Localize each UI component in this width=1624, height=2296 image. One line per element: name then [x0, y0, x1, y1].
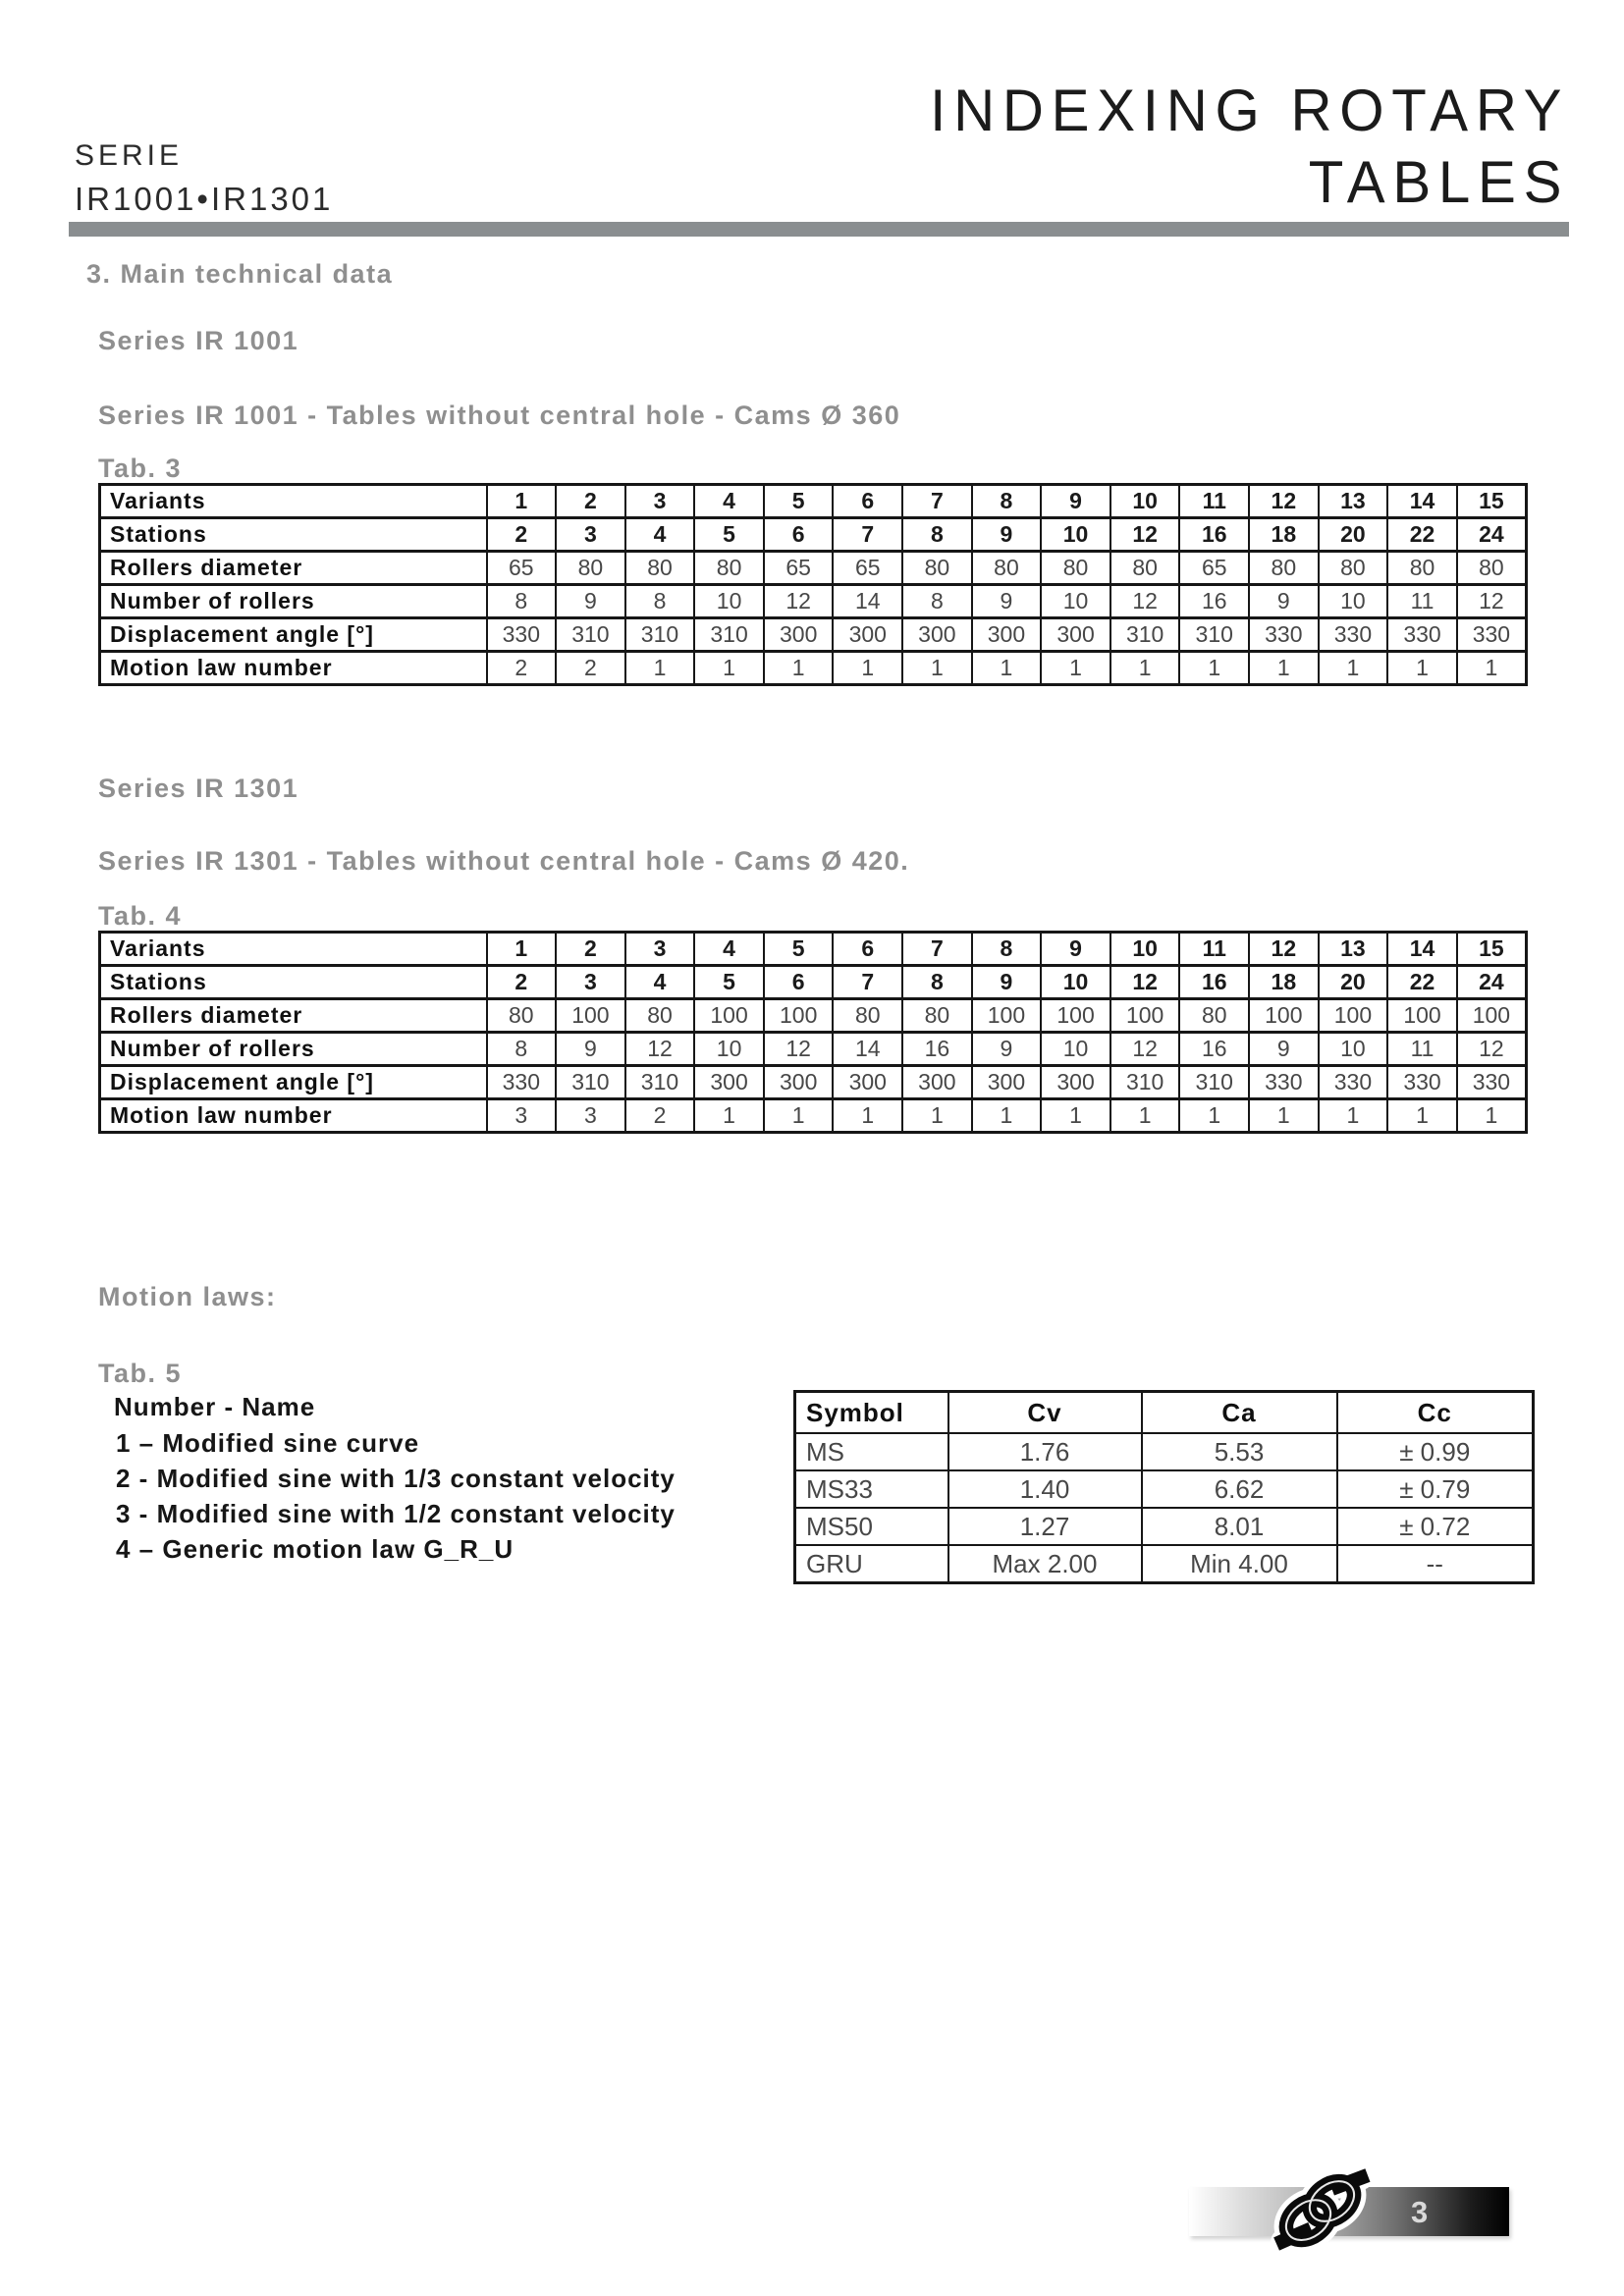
- table-cell: 18: [1249, 966, 1319, 999]
- table-cell: 3: [625, 485, 695, 518]
- table-cell: 10: [1041, 1033, 1110, 1066]
- table-cell: 1: [1319, 652, 1388, 685]
- table-cell: 9: [556, 585, 625, 618]
- table-cell: 12: [1249, 485, 1319, 518]
- column-header: Cc: [1337, 1392, 1534, 1434]
- table-cell: GRU: [795, 1545, 948, 1583]
- table-cell: 300: [1041, 618, 1110, 652]
- table-cell: 22: [1387, 966, 1457, 999]
- table-cell: 16: [902, 1033, 972, 1066]
- series-label: SERIE: [75, 139, 184, 172]
- tab3-label: Tab. 3: [98, 454, 183, 483]
- table-cell: 330: [1457, 618, 1527, 652]
- motion-law-item-4: 4 – Generic motion law G_R_U: [116, 1534, 514, 1564]
- table-cell: 1: [1179, 1099, 1249, 1133]
- table-cell: 5: [694, 966, 764, 999]
- table-cell: 8.01: [1142, 1508, 1337, 1545]
- page-title-line1: INDEXING ROTARY: [929, 78, 1569, 143]
- table-cell: 65: [833, 552, 902, 585]
- table-cell: 80: [902, 999, 972, 1033]
- table-cell: 2: [556, 933, 625, 966]
- ir1301-variants-table: [98, 931, 1528, 1134]
- table-cell: 11: [1179, 933, 1249, 966]
- table-cell: 300: [833, 1066, 902, 1099]
- table-cell: 12: [1110, 585, 1180, 618]
- table-cell: 16: [1179, 1033, 1249, 1066]
- table-cell: 2: [556, 652, 625, 685]
- table-cell: 9: [1249, 585, 1319, 618]
- table-cell: 1: [1249, 652, 1319, 685]
- table-cell: 16: [1179, 518, 1249, 552]
- row-label: Rollers diameter: [100, 999, 487, 1033]
- row-label: Variants: [100, 933, 487, 966]
- motion-laws-heading: Motion laws:: [98, 1282, 277, 1311]
- table-cell: ± 0.72: [1337, 1508, 1534, 1545]
- table-cell: 1: [764, 1099, 834, 1133]
- table-cell: 80: [1319, 552, 1388, 585]
- ir1001-heading: Series IR 1001: [98, 326, 299, 355]
- table-cell: 8: [972, 933, 1042, 966]
- table-cell: 1: [487, 933, 557, 966]
- table-cell: 5: [764, 933, 834, 966]
- brand-block: [75, 139, 333, 218]
- table-cell: 8: [625, 585, 695, 618]
- table-cell: 6: [764, 518, 834, 552]
- table-cell: 14: [833, 585, 902, 618]
- table-cell: 330: [1457, 1066, 1527, 1099]
- table-cell: 300: [764, 618, 834, 652]
- table-cell: 1: [833, 1099, 902, 1133]
- motion-coefficients-table: [793, 1390, 1535, 1584]
- table-cell: 310: [1179, 1066, 1249, 1099]
- table-cell: 8: [487, 1033, 557, 1066]
- table-cell: 300: [972, 618, 1042, 652]
- table-cell: 16: [1179, 966, 1249, 999]
- table-cell: 8: [902, 585, 972, 618]
- table-cell: 14: [1387, 485, 1457, 518]
- table-cell: MS33: [795, 1470, 948, 1508]
- table-cell: 310: [625, 1066, 695, 1099]
- table-cell: 5.53: [1142, 1433, 1337, 1470]
- section-title: 3. Main technical data: [86, 259, 394, 289]
- table-cell: 14: [833, 1033, 902, 1066]
- table-cell: 1: [972, 1099, 1042, 1133]
- table-cell: 1.40: [948, 1470, 1142, 1508]
- table-cell: 24: [1457, 518, 1527, 552]
- table-cell: 12: [764, 585, 834, 618]
- table-cell: 80: [625, 552, 695, 585]
- table-cell: 24: [1457, 966, 1527, 999]
- table-cell: 9: [972, 1033, 1042, 1066]
- table-cell: 2: [556, 485, 625, 518]
- table-cell: 310: [1110, 618, 1180, 652]
- ir1001-subheading: Series IR 1001 - Tables without central hole - Cams Ø 360: [98, 400, 901, 430]
- table-cell: 310: [1179, 618, 1249, 652]
- table-cell: 80: [1179, 999, 1249, 1033]
- table-cell: 1: [625, 652, 695, 685]
- table-cell: 80: [694, 552, 764, 585]
- table-cell: 80: [1387, 552, 1457, 585]
- table-cell: ± 0.79: [1337, 1470, 1534, 1508]
- table-cell: 8: [487, 585, 557, 618]
- motion-law-item-1: 1 – Modified sine curve: [116, 1428, 420, 1458]
- table-cell: 10: [1041, 518, 1110, 552]
- table-cell: 100: [764, 999, 834, 1033]
- table-cell: 12: [1457, 585, 1527, 618]
- table-cell: 10: [1041, 966, 1110, 999]
- table-cell: 10: [1110, 485, 1180, 518]
- table-cell: 20: [1319, 518, 1388, 552]
- table-cell: 330: [1249, 618, 1319, 652]
- table-cell: --: [1337, 1545, 1534, 1583]
- row-label: Number of rollers: [100, 1033, 487, 1066]
- table-cell: 80: [902, 552, 972, 585]
- motion-law-item-3: 3 - Modified sine with 1/2 constant velocity: [116, 1499, 676, 1528]
- table-cell: 7: [902, 933, 972, 966]
- table-cell: 80: [833, 999, 902, 1033]
- table-cell: 3: [625, 933, 695, 966]
- table-cell: 1: [902, 652, 972, 685]
- table-cell: 12: [625, 1033, 695, 1066]
- ir1301-subheading: Series IR 1301 - Tables without central hole - Cams Ø 420.: [98, 846, 910, 876]
- table-cell: 10: [1319, 585, 1388, 618]
- table-cell: ± 0.99: [1337, 1433, 1534, 1470]
- table-cell: 10: [694, 1033, 764, 1066]
- tab5-label: Tab. 5: [98, 1359, 183, 1388]
- table-cell: 1: [1249, 1099, 1319, 1133]
- table-cell: 1: [1110, 1099, 1180, 1133]
- table-cell: 1: [972, 652, 1042, 685]
- table-cell: 2: [625, 1099, 695, 1133]
- table-cell: 65: [764, 552, 834, 585]
- table-cell: 10: [694, 585, 764, 618]
- table-cell: 100: [1387, 999, 1457, 1033]
- table-cell: 1: [1041, 652, 1110, 685]
- table-cell: 1: [1387, 652, 1457, 685]
- table-cell: 80: [1249, 552, 1319, 585]
- table-cell: 3: [487, 1099, 557, 1133]
- table-cell: 9: [1249, 1033, 1319, 1066]
- table-cell: 7: [833, 518, 902, 552]
- row-label: Number of rollers: [100, 585, 487, 618]
- table-cell: 1.76: [948, 1433, 1142, 1470]
- table-cell: 330: [1319, 618, 1388, 652]
- row-label: Rollers diameter: [100, 552, 487, 585]
- table-cell: 310: [556, 618, 625, 652]
- table-cell: 80: [1457, 552, 1527, 585]
- page-title: [930, 75, 1569, 218]
- table-cell: 6.62: [1142, 1470, 1337, 1508]
- table-cell: 330: [487, 618, 557, 652]
- table-cell: 12: [1110, 518, 1180, 552]
- table-cell: 9: [972, 966, 1042, 999]
- table-cell: 100: [1457, 999, 1527, 1033]
- row-label: Motion law number: [100, 1099, 487, 1133]
- table-cell: 1: [487, 485, 557, 518]
- column-header: Symbol: [795, 1392, 948, 1434]
- table-cell: 330: [487, 1066, 557, 1099]
- table-cell: 8: [902, 966, 972, 999]
- table-cell: 3: [556, 1099, 625, 1133]
- table-cell: 1: [1457, 652, 1527, 685]
- table-cell: MS: [795, 1433, 948, 1470]
- table-cell: 330: [1319, 1066, 1388, 1099]
- table-cell: 100: [1249, 999, 1319, 1033]
- table-cell: 1.27: [948, 1508, 1142, 1545]
- table-cell: Min 4.00: [1142, 1545, 1337, 1583]
- table-cell: 4: [625, 966, 695, 999]
- table-cell: 12: [764, 1033, 834, 1066]
- table-cell: 4: [694, 933, 764, 966]
- table-cell: 9: [556, 1033, 625, 1066]
- table-cell: 10: [1041, 585, 1110, 618]
- table-cell: 12: [1110, 1033, 1180, 1066]
- table-cell: 5: [764, 485, 834, 518]
- table-cell: 15: [1457, 485, 1527, 518]
- series-code: IR1001•IR1301: [75, 181, 334, 217]
- row-label: Displacement angle [°]: [100, 618, 487, 652]
- table-cell: 1: [694, 652, 764, 685]
- table-cell: 300: [694, 1066, 764, 1099]
- table-cell: 80: [1110, 552, 1180, 585]
- table-cell: 5: [694, 518, 764, 552]
- table-cell: 20: [1319, 966, 1388, 999]
- table-cell: 8: [972, 485, 1042, 518]
- row-label: Variants: [100, 485, 487, 518]
- table-cell: 11: [1387, 585, 1457, 618]
- table-cell: 11: [1387, 1033, 1457, 1066]
- table-cell: 7: [902, 485, 972, 518]
- table-cell: 13: [1319, 485, 1388, 518]
- table-cell: 18: [1249, 518, 1319, 552]
- table-cell: 1: [1457, 1099, 1527, 1133]
- table-cell: 1: [694, 1099, 764, 1133]
- table-cell: 310: [1110, 1066, 1180, 1099]
- table-cell: 12: [1249, 933, 1319, 966]
- table-cell: 9: [972, 585, 1042, 618]
- table-cell: 1: [1179, 652, 1249, 685]
- ir1001-variants-table: [98, 483, 1528, 686]
- table-cell: 6: [833, 933, 902, 966]
- row-label: Stations: [100, 518, 487, 552]
- table-cell: 80: [556, 552, 625, 585]
- table-cell: 12: [1457, 1033, 1527, 1066]
- row-label: Displacement angle [°]: [100, 1066, 487, 1099]
- tab4-label: Tab. 4: [98, 901, 183, 931]
- table-cell: 65: [487, 552, 557, 585]
- table-cell: 330: [1387, 618, 1457, 652]
- table-cell: 310: [556, 1066, 625, 1099]
- table-cell: 2: [487, 966, 557, 999]
- table-cell: 10: [1319, 1033, 1388, 1066]
- table-cell: 330: [1249, 1066, 1319, 1099]
- table-cell: 1: [833, 652, 902, 685]
- column-header: Ca: [1142, 1392, 1337, 1434]
- table-cell: 80: [487, 999, 557, 1033]
- table-cell: 7: [833, 966, 902, 999]
- table-cell: 100: [556, 999, 625, 1033]
- table-cell: 1: [1041, 1099, 1110, 1133]
- table-cell: 12: [1110, 966, 1180, 999]
- table-cell: 1: [902, 1099, 972, 1133]
- table-cell: 4: [694, 485, 764, 518]
- page-number: 3: [1411, 2195, 1429, 2229]
- table-cell: 300: [833, 618, 902, 652]
- row-label: Stations: [100, 966, 487, 999]
- table-cell: 80: [972, 552, 1042, 585]
- table-cell: 3: [556, 966, 625, 999]
- table-cell: 4: [625, 518, 695, 552]
- table-cell: 310: [625, 618, 695, 652]
- table-cell: 100: [1110, 999, 1180, 1033]
- table-cell: 100: [972, 999, 1042, 1033]
- table-cell: 300: [764, 1066, 834, 1099]
- table-cell: 1: [1387, 1099, 1457, 1133]
- table-cell: 65: [1179, 552, 1249, 585]
- table-cell: 100: [694, 999, 764, 1033]
- table-cell: 16: [1179, 585, 1249, 618]
- table-cell: 80: [625, 999, 695, 1033]
- table-cell: 300: [902, 1066, 972, 1099]
- table-cell: MS50: [795, 1508, 948, 1545]
- page-title-line2: TABLES: [1308, 149, 1569, 216]
- table-cell: 100: [1319, 999, 1388, 1033]
- table-cell: 300: [1041, 1066, 1110, 1099]
- table-cell: 3: [556, 518, 625, 552]
- table-cell: 1: [1110, 652, 1180, 685]
- row-label: Motion law number: [100, 652, 487, 685]
- table-cell: 300: [902, 618, 972, 652]
- table-cell: Max 2.00: [948, 1545, 1142, 1583]
- table-cell: 8: [902, 518, 972, 552]
- column-header: Cv: [948, 1392, 1142, 1434]
- table-cell: 13: [1319, 933, 1388, 966]
- header-rule: [69, 222, 1569, 237]
- ir1301-heading: Series IR 1301: [98, 774, 299, 803]
- table-cell: 310: [694, 618, 764, 652]
- table-cell: 80: [1041, 552, 1110, 585]
- table-cell: 22: [1387, 518, 1457, 552]
- table-cell: 300: [972, 1066, 1042, 1099]
- table-cell: 14: [1387, 933, 1457, 966]
- table-cell: 1: [764, 652, 834, 685]
- table-cell: 330: [1387, 1066, 1457, 1099]
- company-knot-logo: [1260, 2160, 1381, 2262]
- table-cell: 9: [1041, 485, 1110, 518]
- table-cell: 9: [972, 518, 1042, 552]
- table-cell: 1: [1319, 1099, 1388, 1133]
- table-cell: 100: [1041, 999, 1110, 1033]
- table-cell: 2: [487, 652, 557, 685]
- motion-list-title: Number - Name: [114, 1392, 316, 1421]
- table-cell: 9: [1041, 933, 1110, 966]
- motion-law-item-2: 2 - Modified sine with 1/3 constant velocity: [116, 1464, 676, 1493]
- table-cell: 15: [1457, 933, 1527, 966]
- table-cell: 10: [1110, 933, 1180, 966]
- table-cell: 6: [833, 485, 902, 518]
- table-cell: 2: [487, 518, 557, 552]
- table-cell: 6: [764, 966, 834, 999]
- table-cell: 11: [1179, 485, 1249, 518]
